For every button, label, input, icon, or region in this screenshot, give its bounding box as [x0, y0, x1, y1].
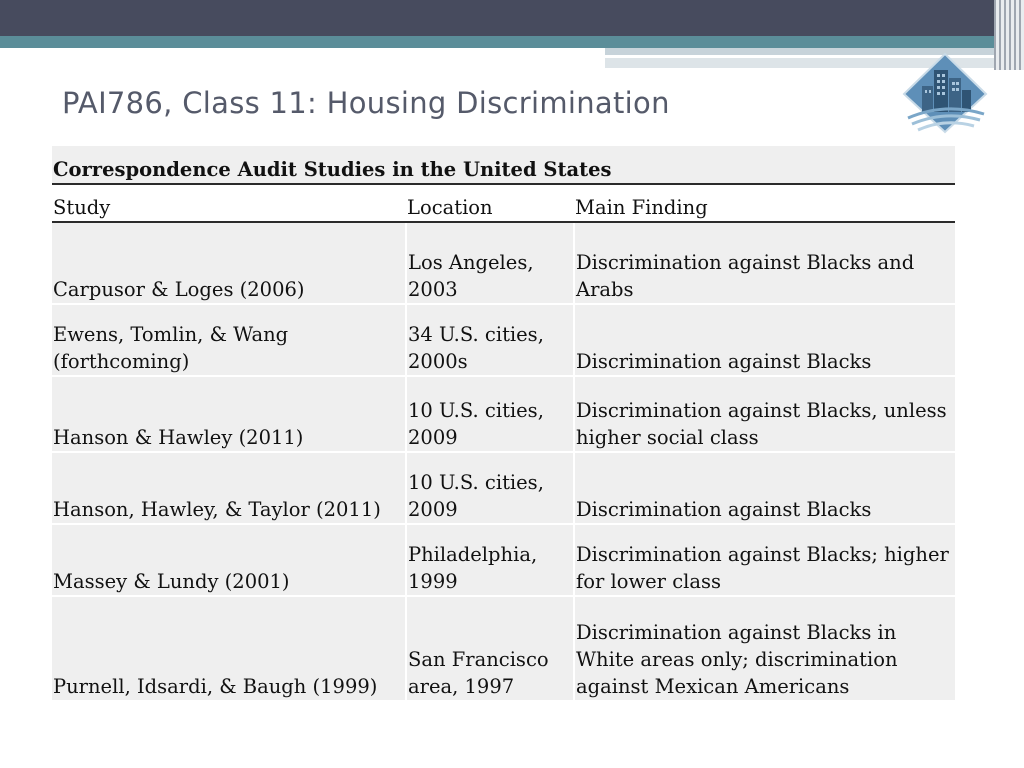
table-row: [52, 596, 955, 701]
study-cell: Massey & Lundy (2001): [52, 524, 406, 596]
study-cell: Ewens, Tomlin, & Wang (forthcoming): [52, 304, 406, 376]
audit-studies-table: [52, 146, 955, 702]
decorative-stripes: [994, 0, 1024, 70]
location-cell: Philadelphia, 1999: [406, 524, 574, 596]
column-header-study: Study: [52, 184, 406, 222]
study-cell: Hanson, Hawley, & Taylor (2011): [52, 452, 406, 524]
column-header-location: Location: [406, 184, 574, 222]
location-cell: 10 U.S. cities, 2009: [406, 452, 574, 524]
location-cell: 34 U.S. cities, 2000s: [406, 304, 574, 376]
finding-cell: Discrimination against Blacks, unless higher social class: [574, 376, 955, 452]
study-cell: Carpusor & Loges (2006): [52, 222, 406, 304]
finding-cell: Discrimination against Blacks; higher for lower class: [574, 524, 955, 596]
finding-cell: Discrimination against Blacks in White areas only; discrimination against Mexican Americans: [574, 596, 955, 701]
table-row: [52, 452, 955, 524]
table-caption: Correspondence Audit Studies in the United States: [52, 146, 955, 184]
finding-cell: Discrimination against Blacks: [574, 304, 955, 376]
table-row: [52, 222, 955, 304]
finding-cell: Discrimination against Blacks: [574, 452, 955, 524]
header-band-teal: [0, 36, 1024, 48]
finding-cell: Discrimination against Blacks and Arabs: [574, 222, 955, 304]
location-cell: Los Angeles, 2003: [406, 222, 574, 304]
city-buildings-icon: [900, 52, 990, 136]
header-band-dark: [0, 0, 1024, 36]
table-row: [52, 304, 955, 376]
table-row: [52, 376, 955, 452]
table-header-row: [52, 184, 955, 222]
study-cell: Purnell, Idsardi, & Baugh (1999): [52, 596, 406, 701]
table-caption-row: [52, 146, 955, 184]
location-cell: San Francisco area, 1997: [406, 596, 574, 701]
location-cell: 10 U.S. cities, 2009: [406, 376, 574, 452]
column-header-finding: Main Finding: [574, 184, 955, 222]
table-row: [52, 524, 955, 596]
study-cell: Hanson & Hawley (2011): [52, 376, 406, 452]
slide-title: PAI786, Class 11: Housing Discrimination: [62, 86, 670, 120]
